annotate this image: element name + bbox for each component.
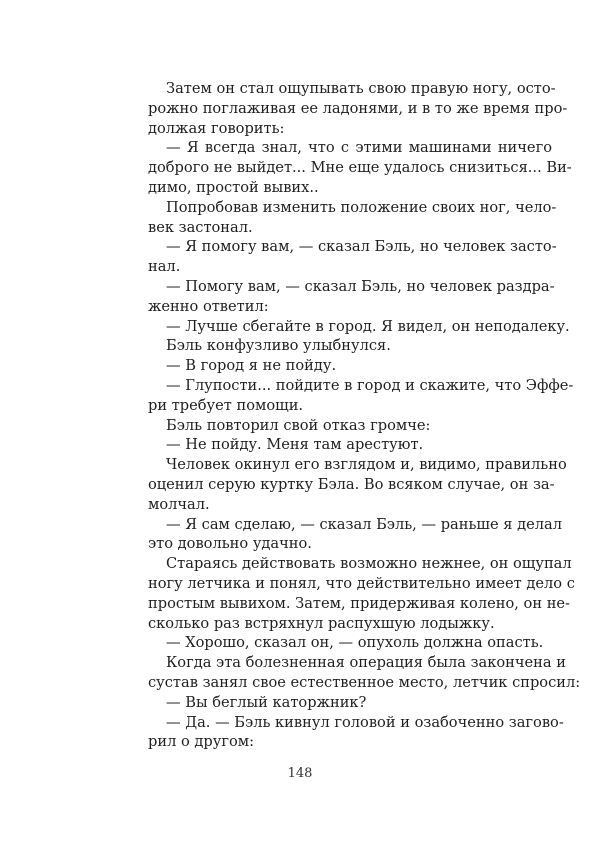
- text-line: молчал.: [148, 495, 210, 513]
- text-line: доброго не выйдет... Мне еще удалось снизиться... Ви-: [148, 159, 572, 177]
- text-line: — В город я не пойду.: [166, 357, 337, 375]
- text-line: — Вы беглый каторжник?: [166, 693, 367, 711]
- text-line: — Лучше сбегайте в город. Я видел, он неподалеку.: [166, 317, 570, 335]
- text-line: — Помогу вам, — сказал Бэль, но человек раздра-: [166, 277, 555, 295]
- text-line: — Я помогу вам, — сказал Бэль, но человек засто-: [166, 238, 557, 256]
- text-line: простым вывихом. Затем, придерживая колено, он не-: [148, 594, 570, 612]
- text-line: ногу летчика и понял, что действительно имеет дело с: [148, 574, 575, 592]
- text-line: димо, простой вывих..: [148, 178, 319, 196]
- text-line: — Да. — Бэль кивнул головой и озабоченно загово-: [166, 713, 564, 731]
- text-line: женно ответил:: [148, 297, 269, 315]
- text-line: Бэль повторил свой отказ громче:: [166, 416, 431, 434]
- page-number: 148: [287, 766, 313, 781]
- text-line: должая говорить:: [148, 119, 285, 137]
- text-line: век застонал.: [148, 218, 253, 236]
- text-line: — Хорошо, сказал он, — опухоль должна опасть.: [166, 634, 544, 652]
- text-line: Когда эта болезненная операция была закончена и: [166, 654, 566, 672]
- text-line: Бэль конфузливо улыбнулся.: [166, 337, 391, 355]
- text-line: Стараясь действовать возможно нежнее, он ощупал: [166, 555, 572, 573]
- text-line: это довольно удачно.: [148, 535, 312, 553]
- text-line: рил о другом:: [148, 733, 255, 751]
- text-line: сустав занял свое естественное место, летчик спросил:: [148, 673, 581, 691]
- text-line: нал.: [148, 258, 181, 276]
- text-line: Затем он стал ощупывать свою правую ногу, осто-: [166, 80, 556, 97]
- text-line: оценил серую куртку Бэла. Во всяком случае, он за-: [148, 475, 555, 493]
- text-line: — Не пойду. Меня там арестуют.: [166, 436, 424, 454]
- text-line: ри требует помощи.: [148, 396, 304, 414]
- text-line: — Я сам сделаю, — сказал Бэль, — раньше я делал: [166, 515, 562, 533]
- text-line: — Глупости... пойдите в город и скажите, что Эффе-: [166, 376, 574, 394]
- text-line: рожно поглаживая ее ладонями, и в то же время про-: [148, 99, 568, 117]
- text-line: Попробовав изменить положение своих ног, чело-: [166, 198, 557, 216]
- text-line: — Я всегда знал, что с этими машинами ничего: [166, 139, 552, 157]
- page-body-text: [148, 79, 581, 752]
- text-line: Человек окинул его взглядом и, видимо, правильно: [166, 456, 567, 474]
- text-line: сколько раз встряхнул распухшую лодыжку.: [148, 614, 495, 632]
